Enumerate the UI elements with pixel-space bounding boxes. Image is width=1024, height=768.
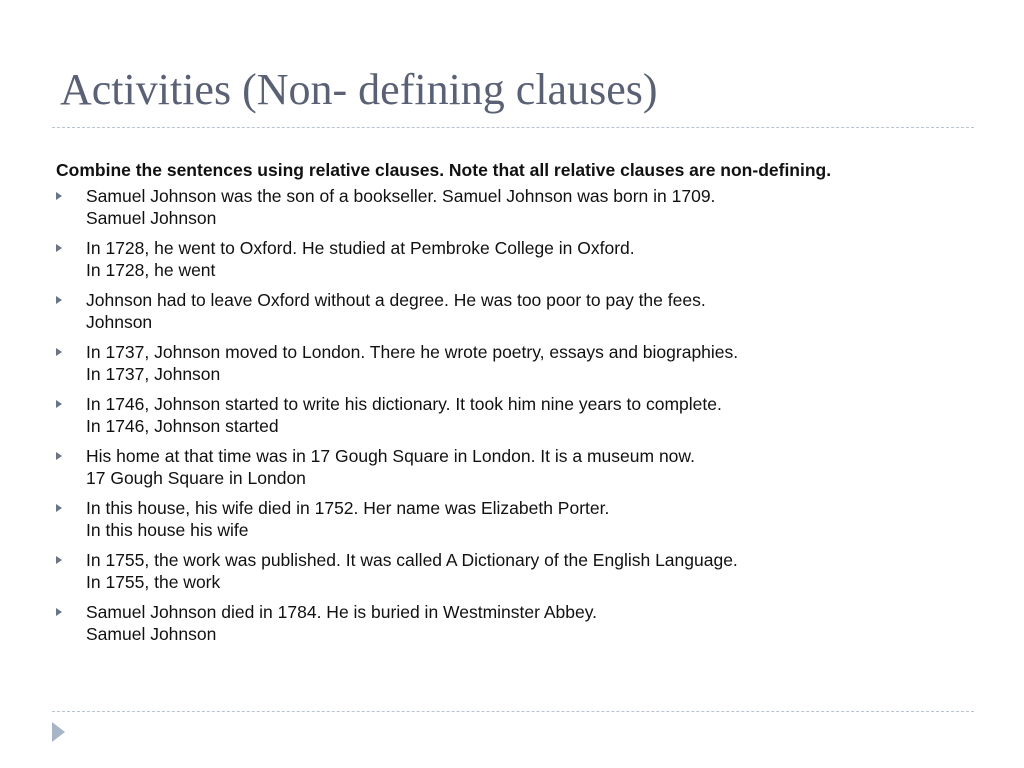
triangle-bullet-icon xyxy=(56,556,62,564)
list-item xyxy=(56,185,971,229)
triangle-bullet-icon xyxy=(56,608,62,616)
list-item xyxy=(56,237,971,281)
slide-content xyxy=(56,159,971,653)
triangle-bullet-icon xyxy=(56,192,62,200)
item-sentence: In this house, his wife died in 1752. Her name was Elizabeth Porter. xyxy=(86,498,610,518)
triangle-bullet-icon xyxy=(56,452,62,460)
item-prompt: Samuel Johnson xyxy=(86,624,217,644)
list-item xyxy=(56,393,971,437)
triangle-bullet-icon xyxy=(56,244,62,252)
item-sentence: In 1728, he went to Oxford. He studied at Pembroke College in Oxford. xyxy=(86,238,635,258)
triangle-bullet-icon xyxy=(56,504,62,512)
item-prompt: 17 Gough Square in London xyxy=(86,468,306,488)
instruction-text: Combine the sentences using relative clauses. Note that all relative clauses are non-defining. xyxy=(56,160,832,180)
item-sentence: Johnson had to leave Oxford without a degree. He was too poor to pay the fees. xyxy=(86,290,706,310)
triangle-bullet-icon xyxy=(56,296,62,304)
list-item xyxy=(56,341,971,385)
item-sentence: In 1755, the work was published. It was called A Dictionary of the English Language. xyxy=(86,550,738,570)
exercise-list xyxy=(56,185,971,645)
item-prompt: In this house his wife xyxy=(86,520,249,540)
item-sentence: Samuel Johnson was the son of a bookseller. Samuel Johnson was born in 1709. xyxy=(86,186,716,206)
list-item xyxy=(56,601,971,645)
triangle-bullet-icon xyxy=(56,400,62,408)
item-sentence: Samuel Johnson died in 1784. He is buried in Westminster Abbey. xyxy=(86,602,598,622)
list-item xyxy=(56,289,971,333)
slide-title: Activities (Non- defining clauses) xyxy=(60,65,658,114)
item-prompt: In 1755, the work xyxy=(86,572,221,592)
item-prompt: Samuel Johnson xyxy=(86,208,217,228)
item-prompt: In 1737, Johnson xyxy=(86,364,221,384)
bottom-divider xyxy=(52,711,974,712)
triangle-bullet-icon xyxy=(56,348,62,356)
top-divider xyxy=(52,127,974,128)
list-item xyxy=(56,549,971,593)
item-prompt: Johnson xyxy=(86,312,153,332)
item-prompt: In 1728, he went xyxy=(86,260,216,280)
item-sentence: His home at that time was in 17 Gough Square in London. It is a museum now. xyxy=(86,446,695,466)
item-sentence: In 1746, Johnson started to write his dictionary. It took him nine years to complete. xyxy=(86,394,722,414)
item-prompt: In 1746, Johnson started xyxy=(86,416,279,436)
list-item xyxy=(56,445,971,489)
item-sentence: In 1737, Johnson moved to London. There he wrote poetry, essays and biographies. xyxy=(86,342,739,362)
triangle-play-icon[interactable] xyxy=(52,722,65,742)
list-item xyxy=(56,497,971,541)
